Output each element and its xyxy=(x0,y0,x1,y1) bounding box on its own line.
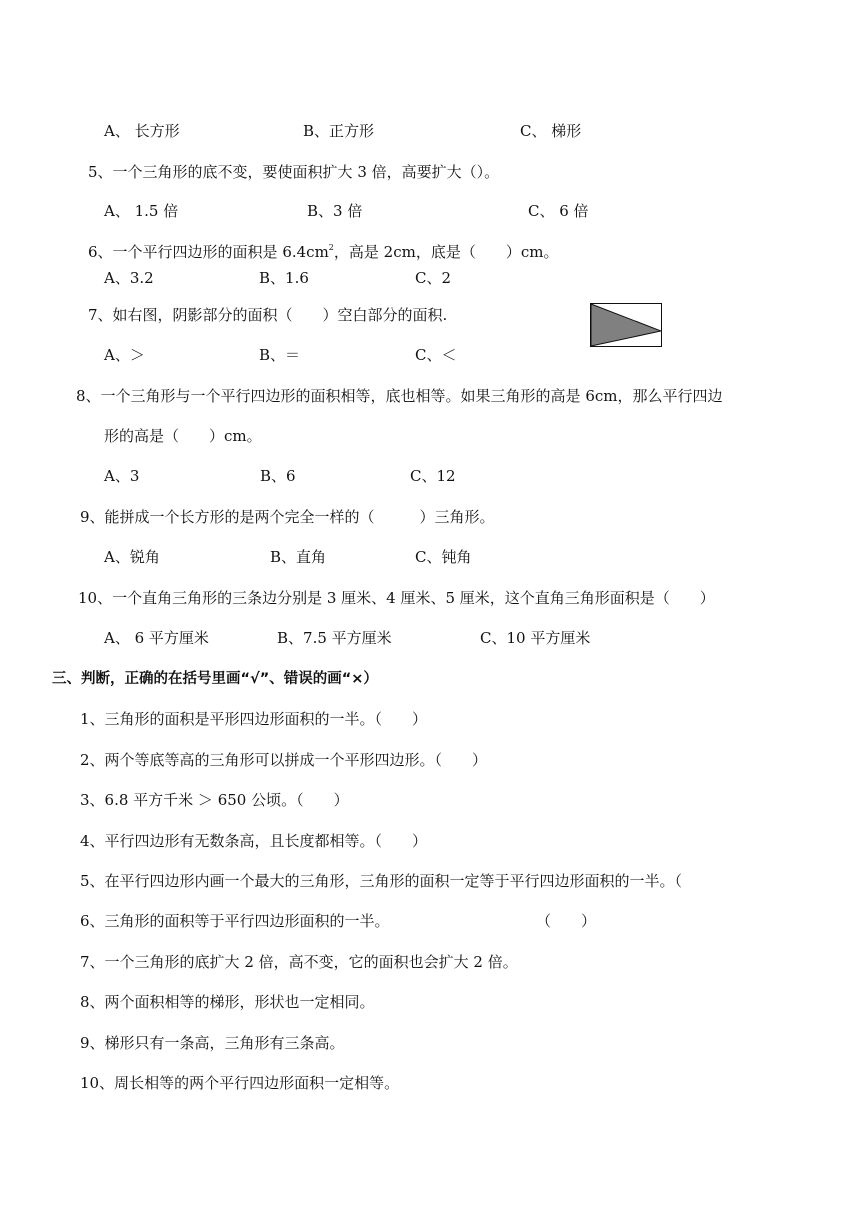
q6-text-after: ，高是 2cm，底是（ ）cm。 xyxy=(333,243,559,261)
q6-superscript: 2 xyxy=(328,243,334,252)
q6-text-before: 6、一个平行四边形的面积是 6.4cm xyxy=(88,243,329,261)
q5-question: 5、一个三角形的底不变，要使面积扩大 3 倍，高要扩大（）。 xyxy=(88,163,500,181)
q8-question-line2: 形的高是（ ）cm。 xyxy=(104,427,262,445)
q9-option-c: C、钝角 xyxy=(415,548,472,566)
q7-option-c: C、＜ xyxy=(415,346,457,364)
judge-item-8: 8、两个面积相等的梯形，形状也一定相同。 xyxy=(80,993,375,1011)
judge-item-5: 5、在平行四边形内画一个最大的三角形，三角形的面积一定等于平行四边形面积的一半。（ xyxy=(80,872,683,890)
q9-option-a: A、锐角 xyxy=(104,548,160,566)
q6-option-c: C、2 xyxy=(415,269,452,287)
q8-option-c: C、12 xyxy=(410,467,456,485)
q6-option-a: A、3.2 xyxy=(104,269,154,287)
q7-figure xyxy=(590,303,662,347)
q8-option-a: A、3 xyxy=(104,467,140,485)
q10-option-c: C、10 平方厘米 xyxy=(480,629,591,647)
q9-option-b: B、直角 xyxy=(270,548,327,566)
q7-question: 7、如右图，阴影部分的面积（ ）空白部分的面积. xyxy=(88,306,448,324)
judge-item-10: 10、周长相等的两个平行四边形面积一定相等。 xyxy=(80,1074,400,1092)
q8-option-b: B、6 xyxy=(260,467,296,485)
judge-item-9: 9、梯形只有一条高，三角形有三条高。 xyxy=(80,1034,345,1052)
q4-option-b: B、正方形 xyxy=(303,122,375,140)
q10-option-b: B、7.5 平方厘米 xyxy=(277,629,392,647)
q5-option-c: C、 6 倍 xyxy=(528,202,589,220)
q6-question xyxy=(88,243,558,261)
judge-item-1: 1、三角形的面积是平形四边形面积的一半。（ ） xyxy=(80,710,428,728)
section3-heading: 三、判断，正确的在括号里画“√”、错误的画“×） xyxy=(52,671,378,687)
q10-option-a: A、 6 平方厘米 xyxy=(104,629,209,647)
judge-item-3: 3、6.8 平方千米 ＞ 650 公顷。（ ） xyxy=(80,791,349,809)
judge-item-6: 6、三角形的面积等于平行四边形面积的一半。 xyxy=(80,912,390,930)
q9-question: 9、能拼成一个长方形的是两个完全一样的（ ）三角形。 xyxy=(80,508,495,526)
q5-option-b: B、3 倍 xyxy=(307,202,363,220)
judge-item-6-bracket: （ ） xyxy=(536,912,597,930)
judge-item-4: 4、平行四边形有无数条高，且长度都相等。（ ） xyxy=(80,832,428,850)
q4-option-c: C、 梯形 xyxy=(520,122,582,140)
q10-question: 10、一个直角三角形的三条边分别是 3 厘米、4 厘米、5 厘米，这个直角三角形面积是（ ） xyxy=(78,589,715,607)
q5-option-a: A、 1.5 倍 xyxy=(104,202,179,220)
q7-option-a: A、＞ xyxy=(104,346,145,364)
judge-item-7: 7、一个三角形的底扩大 2 倍，高不变，它的面积也会扩大 2 倍。 xyxy=(80,953,518,971)
q7-option-b: B、＝ xyxy=(259,346,301,364)
q8-question-line1: 8、一个三角形与一个平行四边形的面积相等，底也相等。如果三角形的高是 6cm，那么平行四边 xyxy=(76,387,723,405)
q4-option-a: A、 长方形 xyxy=(104,122,180,140)
judge-item-2: 2、两个等底等高的三角形可以拼成一个平形四边形。（ ） xyxy=(80,751,488,769)
q6-option-b: B、1.6 xyxy=(259,269,309,287)
